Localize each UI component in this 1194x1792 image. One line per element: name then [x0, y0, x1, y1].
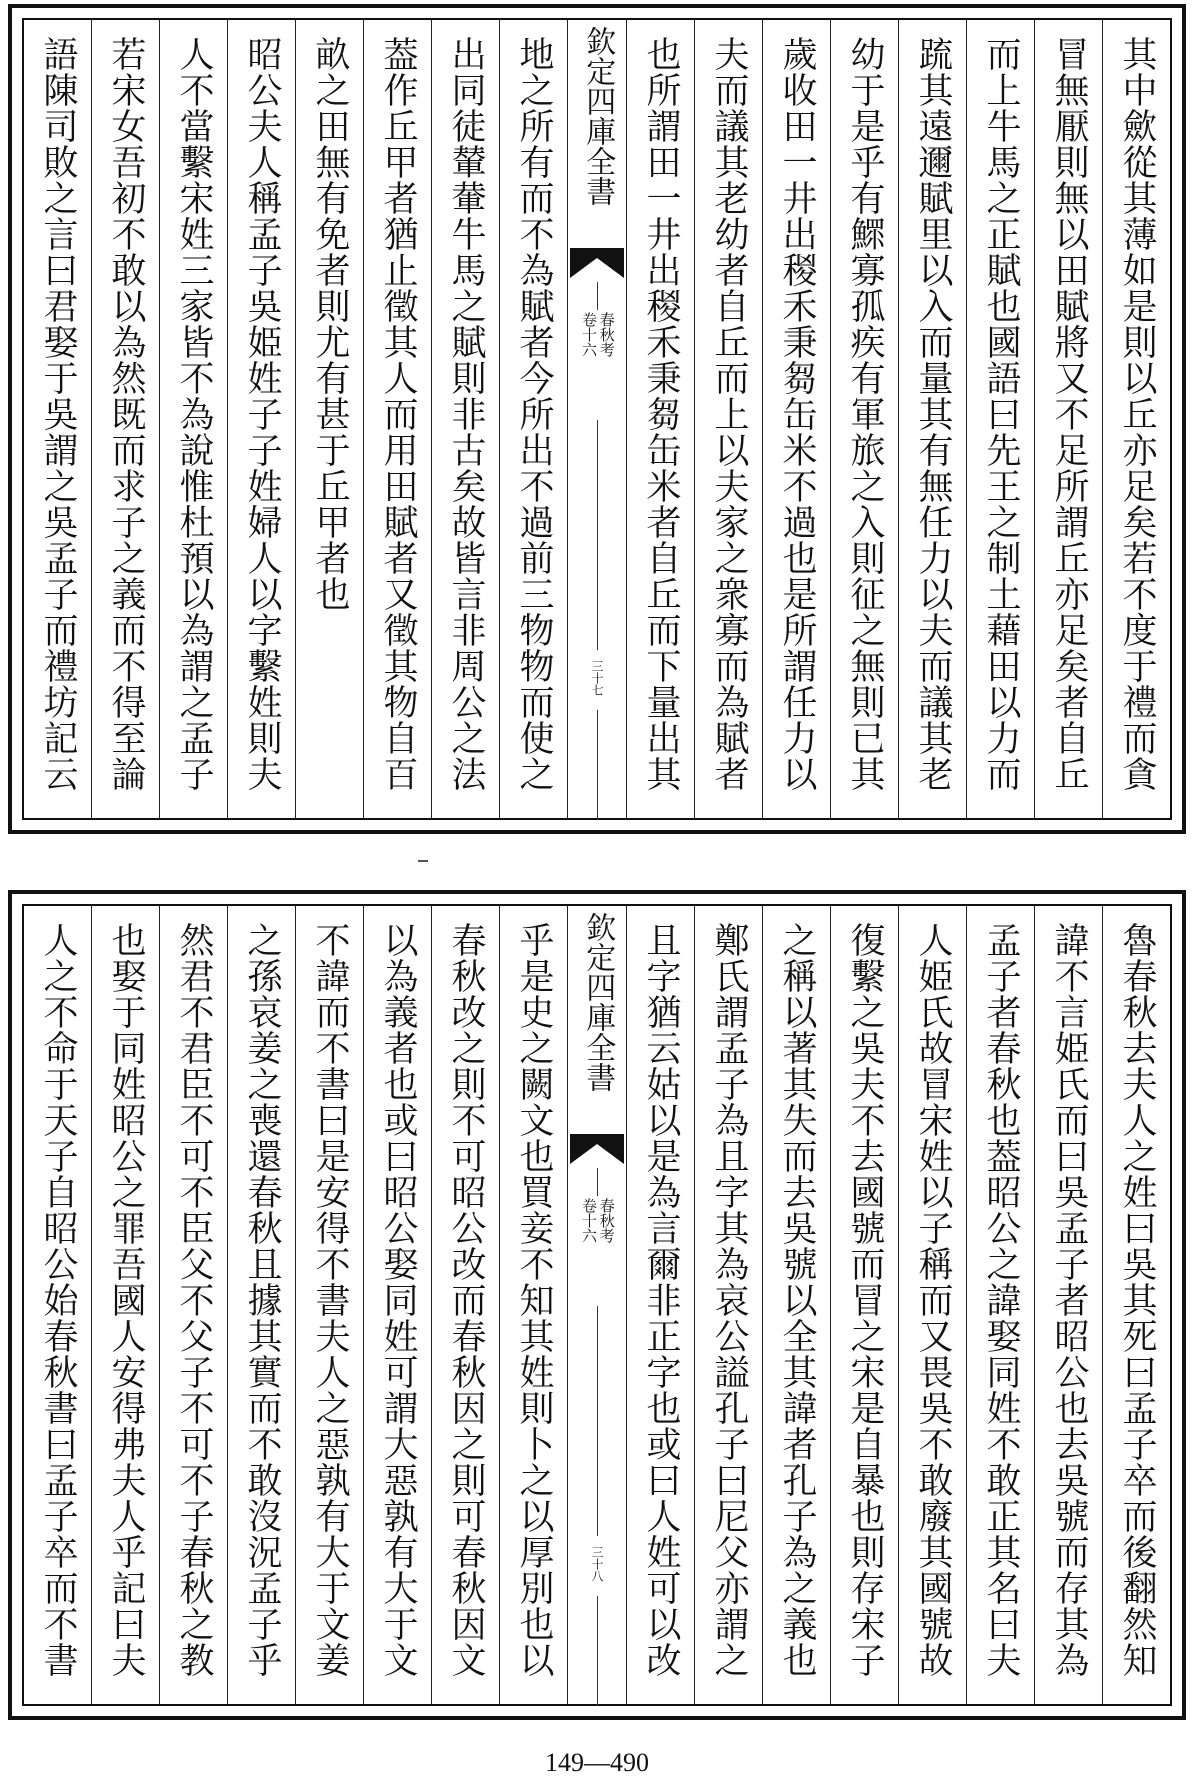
column-text: 葢作丘甲者猶止徵其人而用田賦者又徵其物自百 [378, 36, 418, 792]
heart-line [597, 1168, 598, 1196]
ink-mark [418, 860, 428, 862]
text-column [91, 906, 159, 1704]
text-column [363, 906, 431, 1704]
column-text: 以為義者也或曰昭公娶同姓可謂大惡孰有大于文 [378, 922, 418, 1678]
lower-page-frame [22, 904, 1172, 1706]
text-column [24, 906, 91, 1704]
heart-line [597, 282, 598, 310]
text-column [898, 906, 966, 1704]
column-text: 地之所有而不為賦者今所出不過前三物物而使之 [514, 36, 554, 792]
text-column [830, 20, 898, 818]
text-column [159, 20, 227, 818]
text-column [431, 20, 499, 818]
upper-text-columns [24, 20, 1170, 818]
heart-line [597, 710, 598, 820]
text-column [626, 20, 694, 818]
column-text: 語陳司敗之言曰君娶于吳謂之吳孟子而禮坊記云 [38, 36, 78, 792]
text-column [295, 906, 363, 1704]
volume-title: 春秋考 [597, 1198, 616, 1243]
upper-page-block [8, 4, 1186, 834]
heart-line [597, 1596, 598, 1706]
text-column [762, 906, 830, 1704]
text-column [1102, 906, 1170, 1704]
column-text: 人不當繫宋姓三家皆不為說惟杜預以為謂之孟子 [174, 36, 214, 792]
text-column [499, 20, 567, 818]
text-column [694, 906, 762, 1704]
column-text: 春秋改之則不可昭公改而春秋因之則可春秋因文 [446, 922, 486, 1678]
text-column [227, 20, 295, 818]
lower-block-heart [567, 906, 626, 1704]
text-column [91, 20, 159, 818]
heart-line [597, 1306, 598, 1536]
juan-number: 卷十六 [580, 1198, 598, 1243]
column-text: 出同徒輦輂牛馬之賦則非古矣故皆言非周公之法 [446, 36, 486, 792]
column-text: 而上牛馬之正賦也國語曰先王之制土藉田以力而 [981, 36, 1021, 792]
column-text: 畝之田無有免者則尤有甚于丘甲者也 [310, 36, 350, 612]
column-text: 若宋女吾初不敢以為然既而求子之義而不得至論 [106, 36, 146, 792]
book-title: 欽定四庫全書 [580, 26, 616, 206]
text-column [24, 20, 91, 818]
volume-title: 春秋考 [597, 312, 616, 357]
volume-label [580, 1198, 614, 1243]
text-column [1102, 20, 1170, 818]
heart-line [597, 420, 598, 650]
column-text: 諱不言姫氏而曰吳孟子者昭公也去吳號而存其為 [1049, 922, 1089, 1678]
leaf-number: 三十七 [590, 660, 604, 696]
text-column [227, 906, 295, 1704]
juan-number: 卷十六 [580, 312, 598, 357]
column-text: 䟽其遠邇賦里以入而量其有無任力以夫而議其老 [913, 36, 953, 792]
column-text: 且字猶云姑以是為言爾非正字也或曰人姓可以改 [641, 922, 681, 1678]
text-column [1034, 906, 1102, 1704]
column-text: 歲收田一井出稯禾秉芻缶米不過也是所謂任力以 [777, 36, 817, 792]
book-title: 欽定四庫全書 [580, 912, 616, 1092]
column-text: 孟子者春秋也葢昭公之諱娶同姓不敢正其名曰夫 [981, 922, 1021, 1678]
text-column [295, 20, 363, 818]
column-text: 人之不命于天子自昭公始春秋書曰孟子卒而不書 [38, 922, 78, 1678]
column-text: 復繫之吳夫不去國號而冒之宋是自暴也則存宋子 [845, 922, 885, 1678]
upper-page-frame [22, 18, 1172, 820]
column-text: 夫而議其老幼者自丘而上以夫家之衆寡而為賦者 [709, 36, 749, 792]
text-column [499, 906, 567, 1704]
text-column [1034, 20, 1102, 818]
fishtail-ornament [568, 246, 626, 280]
volume-label [580, 312, 614, 357]
column-text: 也娶于同姓昭公之罪吾國人安得弗夫人乎記曰夫 [106, 922, 146, 1678]
text-column [966, 906, 1034, 1704]
column-text: 之孫哀姜之喪還春秋且據其實而不敢沒況孟子乎 [242, 922, 282, 1678]
column-text: 不諱而不書曰是安得不書夫人之惡孰有大于文姜 [310, 922, 350, 1678]
text-column [966, 20, 1034, 818]
text-column [363, 20, 431, 818]
fishtail-ornament [568, 1132, 626, 1166]
text-column [159, 906, 227, 1704]
page-number: 149—490 [545, 1748, 649, 1777]
column-text: 乎是史之闕文也買妾不知其姓則卜之以厚別也以 [514, 922, 554, 1678]
column-text: 幼于是乎有鰥寡孤疾有軍旅之入則征之無則已其 [845, 36, 885, 792]
column-text: 冒無厭則無以田賦將又不足所謂丘亦足矣者自丘 [1049, 36, 1089, 792]
column-text: 其中歛從其薄如是則以丘亦足矣若不度于禮而貪 [1117, 36, 1157, 792]
column-text: 人姫氏故冒宋姓以子稱而又畏吳不敢廢其國號故 [913, 922, 953, 1678]
text-column [626, 906, 694, 1704]
column-text: 也所謂田一井出稯禾秉芻缶米者自丘而下量出其 [641, 36, 681, 792]
column-text: 魯春秋去夫人之姓曰吳其死曰孟子卒而後翻然知 [1117, 922, 1157, 1678]
text-column [694, 20, 762, 818]
text-column [762, 20, 830, 818]
column-text: 昭公夫人稱孟子吳姫姓子子姓婦人以字繫姓則夫 [242, 36, 282, 792]
leaf-number: 三十八 [590, 1546, 604, 1582]
column-text: 然君不君臣不可不臣父不父子不可不子春秋之教 [174, 922, 214, 1678]
lower-page-block [8, 890, 1186, 1720]
column-text: 之稱以著其失而去吳號以全其諱者孔子為之義也 [777, 922, 817, 1678]
lower-text-columns [24, 906, 1170, 1704]
text-column [431, 906, 499, 1704]
upper-block-heart [567, 20, 626, 818]
text-column [830, 906, 898, 1704]
text-column [898, 20, 966, 818]
column-text: 鄭氏謂孟子為且字其為哀公謚孔子曰尼父亦謂之 [709, 922, 749, 1678]
